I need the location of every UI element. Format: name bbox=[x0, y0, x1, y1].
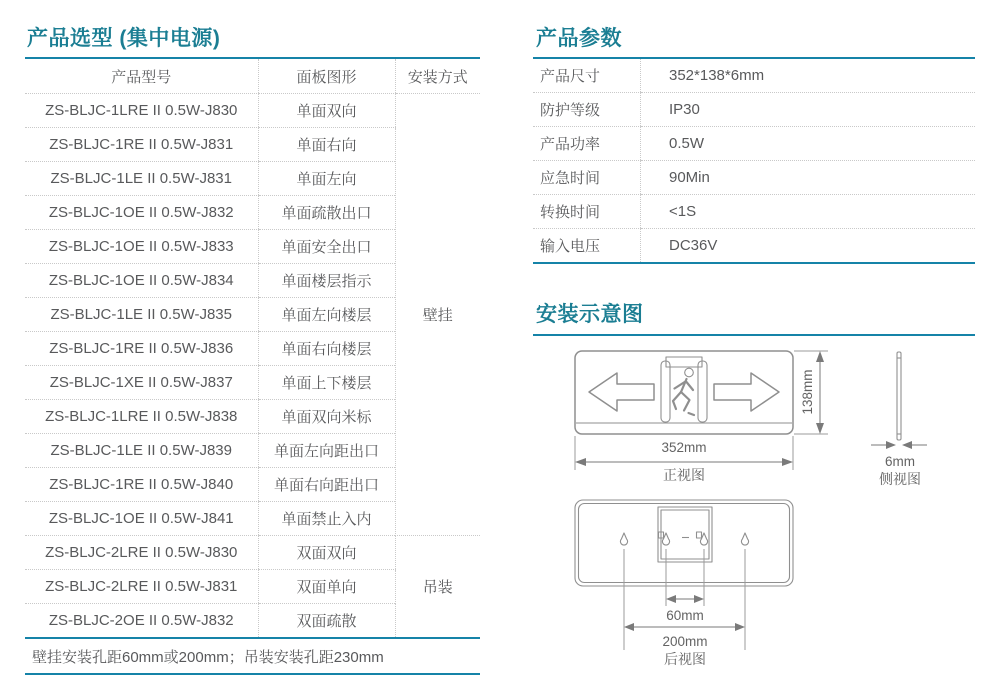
right-arrow-icon bbox=[714, 373, 779, 411]
front-view-caption: 正视图 bbox=[663, 467, 705, 483]
graphic-cell: 单面左向楼层 bbox=[258, 298, 395, 332]
model-cell: ZS-BLJC-1RE II 0.5W-J836 bbox=[25, 332, 258, 366]
width-dimension-label: 352mm bbox=[661, 440, 707, 455]
model-cell: ZS-BLJC-2LRE II 0.5W-J831 bbox=[25, 570, 258, 604]
param-value: DC36V bbox=[641, 229, 976, 264]
graphic-cell: 单面疏散出口 bbox=[258, 196, 395, 230]
model-cell: ZS-BLJC-1LE II 0.5W-J831 bbox=[25, 162, 258, 196]
graphic-cell: 双面单向 bbox=[258, 570, 395, 604]
param-row bbox=[533, 127, 975, 161]
installation-section-title: 安装示意图 bbox=[536, 303, 644, 326]
rear-view-caption: 后视图 bbox=[664, 651, 706, 667]
graphic-cell: 单面楼层指示 bbox=[258, 264, 395, 298]
graphic-cell: 双面双向 bbox=[258, 536, 395, 570]
inner-spacing-label: 60mm bbox=[666, 608, 704, 623]
model-cell: ZS-BLJC-2LRE II 0.5W-J830 bbox=[25, 536, 258, 570]
installation-title-rule bbox=[533, 334, 975, 336]
selection-header-row bbox=[25, 58, 480, 94]
graphic-cell: 单面禁止入内 bbox=[258, 502, 395, 536]
param-row bbox=[533, 229, 975, 264]
thickness-dimension bbox=[871, 441, 927, 469]
param-value: IP30 bbox=[641, 93, 976, 127]
parameters-section-title: 产品参数 bbox=[536, 27, 622, 50]
param-row bbox=[533, 93, 975, 127]
model-cell: ZS-BLJC-1LE II 0.5W-J835 bbox=[25, 298, 258, 332]
product-parameters-table bbox=[533, 57, 975, 264]
param-label: 应急时间 bbox=[533, 161, 641, 195]
rear-view-diagram bbox=[562, 494, 862, 687]
selection-section-title: 产品选型 (集中电源) bbox=[27, 27, 221, 50]
param-label: 产品功率 bbox=[533, 127, 641, 161]
exit-sign-panel bbox=[575, 351, 793, 434]
param-value: 0.5W bbox=[641, 127, 976, 161]
model-cell: ZS-BLJC-1LRE II 0.5W-J830 bbox=[25, 94, 258, 128]
graphic-cell: 单面双向 bbox=[258, 94, 395, 128]
param-label: 产品尺寸 bbox=[533, 58, 641, 93]
model-cell: ZS-BLJC-1XE II 0.5W-J837 bbox=[25, 366, 258, 400]
panel-side-profile bbox=[897, 352, 901, 440]
model-cell: ZS-BLJC-1OE II 0.5W-J841 bbox=[25, 502, 258, 536]
param-label: 防护等级 bbox=[533, 93, 641, 127]
keyhole-slots bbox=[620, 533, 748, 545]
param-label: 输入电压 bbox=[533, 229, 641, 264]
rear-panel bbox=[575, 500, 793, 586]
model-cell: ZS-BLJC-1RE II 0.5W-J831 bbox=[25, 128, 258, 162]
graphic-cell: 单面安全出口 bbox=[258, 230, 395, 264]
param-value: 90Min bbox=[641, 161, 976, 195]
side-view-caption: 侧视图 bbox=[879, 471, 921, 487]
graphic-cell: 单面左向 bbox=[258, 162, 395, 196]
hole-spacing-dimensions bbox=[624, 549, 745, 650]
mounting-footnote: 壁挂安装孔距60mm或200mm；吊装安装孔距230mm bbox=[25, 638, 480, 674]
graphic-cell: 单面右向距出口 bbox=[258, 468, 395, 502]
side-view-diagram bbox=[845, 344, 980, 496]
height-dimension bbox=[794, 351, 828, 434]
param-row bbox=[533, 58, 975, 93]
model-cell: ZS-BLJC-2OE II 0.5W-J832 bbox=[25, 604, 258, 639]
height-dimension-label: 138mm bbox=[800, 369, 815, 415]
column-header-graphic: 面板图形 bbox=[258, 58, 395, 94]
model-cell: ZS-BLJC-1OE II 0.5W-J833 bbox=[25, 230, 258, 264]
outer-spacing-label: 200mm bbox=[662, 634, 708, 649]
front-view-diagram bbox=[562, 344, 862, 496]
param-row bbox=[533, 195, 975, 229]
column-header-mount: 安装方式 bbox=[395, 58, 480, 94]
table-row bbox=[25, 94, 480, 128]
param-value: 352*138*6mm bbox=[641, 58, 976, 93]
table-row bbox=[25, 536, 480, 570]
param-label: 转换时间 bbox=[533, 195, 641, 229]
param-row bbox=[533, 161, 975, 195]
width-dimension bbox=[575, 436, 793, 470]
model-cell: ZS-BLJC-1OE II 0.5W-J832 bbox=[25, 196, 258, 230]
model-cell: ZS-BLJC-1LRE II 0.5W-J838 bbox=[25, 400, 258, 434]
param-value: <1S bbox=[641, 195, 976, 229]
graphic-cell: 双面疏散 bbox=[258, 604, 395, 639]
model-cell: ZS-BLJC-1RE II 0.5W-J840 bbox=[25, 468, 258, 502]
left-arrow-icon bbox=[589, 373, 654, 411]
graphic-cell: 单面右向 bbox=[258, 128, 395, 162]
graphic-cell: 单面右向楼层 bbox=[258, 332, 395, 366]
model-cell: ZS-BLJC-1OE II 0.5W-J834 bbox=[25, 264, 258, 298]
thickness-dimension-label: 6mm bbox=[885, 454, 915, 469]
mount-ceiling-cell: 吊装 bbox=[395, 536, 480, 639]
column-header-model: 产品型号 bbox=[25, 58, 258, 94]
product-selection-table bbox=[25, 57, 480, 675]
mount-wall-cell: 壁挂 bbox=[395, 94, 480, 536]
graphic-cell: 单面左向距出口 bbox=[258, 434, 395, 468]
model-cell: ZS-BLJC-1LE II 0.5W-J839 bbox=[25, 434, 258, 468]
graphic-cell: 单面双向米标 bbox=[258, 400, 395, 434]
graphic-cell: 单面上下楼层 bbox=[258, 366, 395, 400]
footnote-row bbox=[25, 638, 480, 674]
running-man-exit-icon bbox=[661, 357, 707, 422]
